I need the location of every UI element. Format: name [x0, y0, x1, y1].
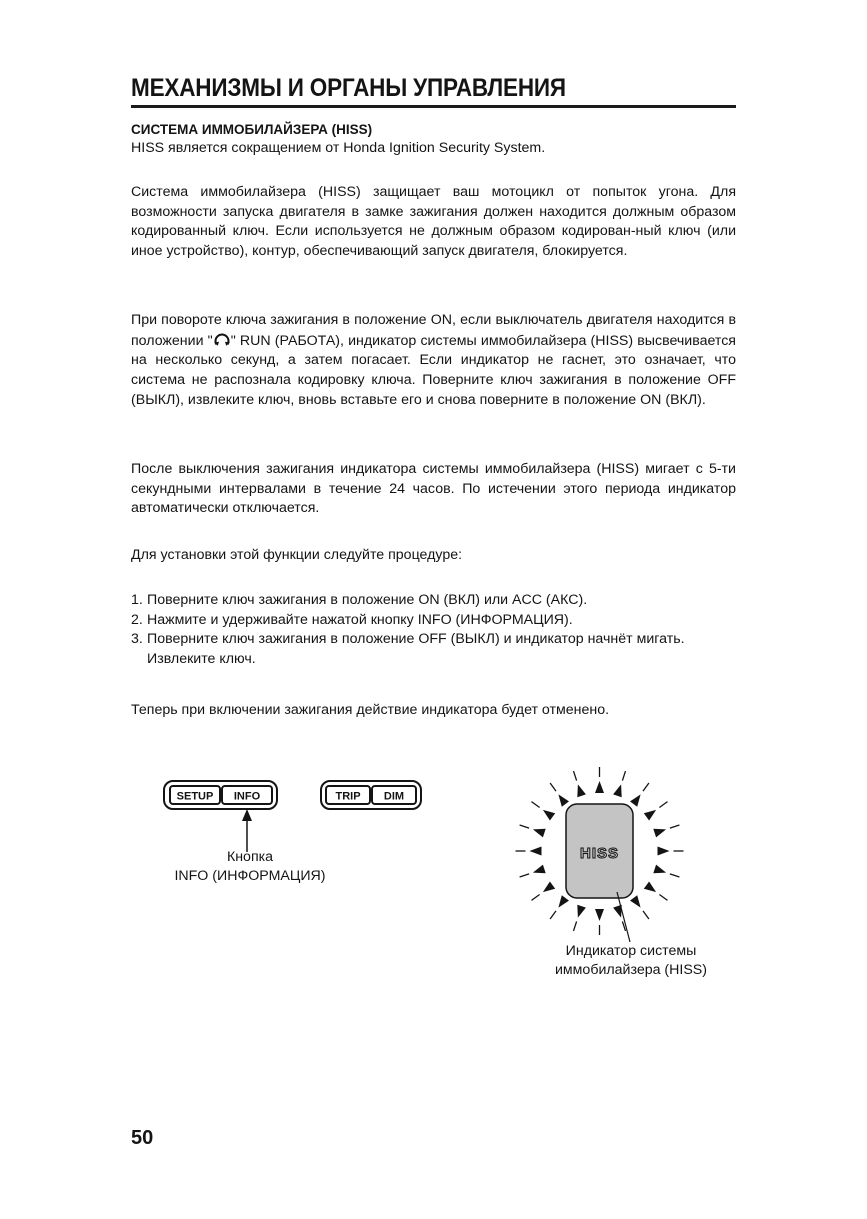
- blink-ray-triangle: [658, 847, 670, 856]
- hiss-indicator-label: HISS: [579, 845, 620, 862]
- blink-ray-line: [670, 825, 680, 828]
- indicator-leader-line: [617, 892, 630, 942]
- blink-ray-line: [659, 895, 667, 901]
- blink-ray-line: [643, 911, 649, 919]
- intro-text: HISS является сокращением от Honda Ignition Security System.: [131, 140, 546, 156]
- blink-ray-triangle: [644, 810, 656, 821]
- blink-ray-triangle: [533, 865, 546, 874]
- blink-ray-triangle: [595, 781, 604, 793]
- blink-ray-line: [532, 802, 540, 808]
- blink-ray-triangle: [533, 829, 546, 838]
- indicator-caption: [536, 942, 726, 980]
- blink-ray-triangle: [558, 794, 569, 806]
- blink-ray-triangle: [653, 829, 666, 838]
- title-rule: [131, 105, 736, 108]
- trip-button-label: TRIP: [335, 790, 361, 803]
- blink-ray-triangle: [644, 882, 656, 893]
- blink-ray-triangle: [577, 905, 586, 918]
- engine-run-icon: [213, 331, 231, 347]
- page-number: 50: [131, 1127, 154, 1149]
- step-number: 3.: [131, 631, 143, 648]
- button-caption-line-2: INFO (ИНФОРМАЦИЯ): [174, 868, 326, 884]
- setup-button-label: SETUP: [176, 790, 214, 803]
- blink-ray-line: [574, 921, 577, 931]
- pointer-arrow: [242, 809, 252, 852]
- section-subtitle: СИСТЕМА ИММОБИЛАЙЗЕРА (HISS): [131, 122, 373, 137]
- blink-ray-triangle: [543, 810, 555, 821]
- blink-ray-triangle: [630, 895, 641, 907]
- paragraph-cancel: Теперь при включении зажигания действие индикатора будет отменено.: [131, 702, 610, 718]
- paragraph-part-2: " RUN (РАБОТА), индикатор системы иммобилайзера (HISS) высвечивается на несколько секунд, а затем погасает. Если индикатор не гаснет, это означает, что система не распознала кодировку ключа. Поверните ключ зажигания в положение OFF (ВЫКЛ), извлеките ключ, вновь вставьте его и снова поверните в положение ON (ВКЛ).: [131, 332, 736, 408]
- paragraph-procedure-intro: Для установки этой функции следуйте процедуре:: [131, 547, 463, 563]
- paragraph-hiss-protection: Система иммобилайзера (HISS) защищает ваш мотоцикл от попыток угона. Для возможности запуска двигателя в замке зажигания должен находится должным образом кодированный ключ. Если используется не должным образом кодирован-ный ключ (или иное устройство), контур, обеспечивающий запуск двигателя, блокируется.: [131, 184, 736, 260]
- blink-ray-triangle: [543, 882, 555, 893]
- blink-ray-line: [622, 771, 625, 781]
- step-text: Поверните ключ зажигания в положение OFF (ВЫКЛ) и индикатор начнёт мигать. Извлеките ключ.: [147, 631, 685, 668]
- blink-ray-line: [643, 783, 649, 791]
- paragraph-part-1: При повороте ключа зажигания в положение ON, если выключатель двигателя находится в положении ": [131, 312, 736, 349]
- setup-info-button-group: [164, 781, 277, 809]
- blink-ray-triangle: [653, 865, 666, 874]
- blink-ray-triangle: [630, 794, 641, 806]
- blink-ray-triangle: [530, 847, 542, 856]
- page-title: МЕХАНИЗМЫ И ОРГАНЫ УПРАВЛЕНИЯ: [131, 74, 566, 102]
- blink-ray-triangle: [577, 784, 586, 797]
- step-number: 2.: [131, 611, 143, 628]
- list-item: [131, 630, 736, 669]
- blink-ray-line: [670, 874, 680, 877]
- steps-list: [131, 591, 736, 670]
- button-panel-illustration: [160, 776, 430, 856]
- step-text: Поверните ключ зажигания в положение ON (ВКЛ) или ACC (АКС).: [147, 592, 588, 608]
- blink-ray-line: [520, 874, 530, 877]
- blink-ray-triangle: [595, 909, 604, 921]
- blink-ray-line: [659, 802, 667, 808]
- dim-button-label: DIM: [383, 790, 405, 803]
- blink-ray-line: [550, 783, 556, 791]
- blink-ray-triangle: [613, 784, 622, 797]
- blink-ray-line: [550, 911, 556, 919]
- indicator-caption-line-1: Индикатор системы: [565, 943, 697, 959]
- blink-ray-triangle: [558, 895, 569, 907]
- paragraph-indicator-startup: [131, 311, 736, 411]
- list-item: [131, 591, 736, 611]
- list-item: [131, 611, 736, 631]
- button-caption-line-1: Кнопка: [226, 849, 274, 865]
- button-caption: [170, 848, 330, 886]
- blink-ray-line: [520, 825, 530, 828]
- trip-dim-button-group: [321, 781, 421, 809]
- step-text: Нажмите и удерживайте нажатой кнопку INFO (ИНФОРМАЦИЯ).: [147, 611, 573, 628]
- hiss-indicator-illustration: [515, 760, 685, 950]
- info-button-label: INFO: [233, 790, 261, 803]
- step-number: 1.: [131, 592, 143, 608]
- paragraph-blinking: После выключения зажигания индикатора системы иммобилайзера (HISS) мигает с 5-ти секундными интервалами в течение 24 часов. По истечении этого периода индикатор автоматически отключается.: [131, 461, 736, 517]
- blink-ray-line: [532, 895, 540, 901]
- indicator-caption-line-2: иммобилайзера (HISS): [555, 962, 707, 978]
- blink-ray-line: [574, 771, 577, 781]
